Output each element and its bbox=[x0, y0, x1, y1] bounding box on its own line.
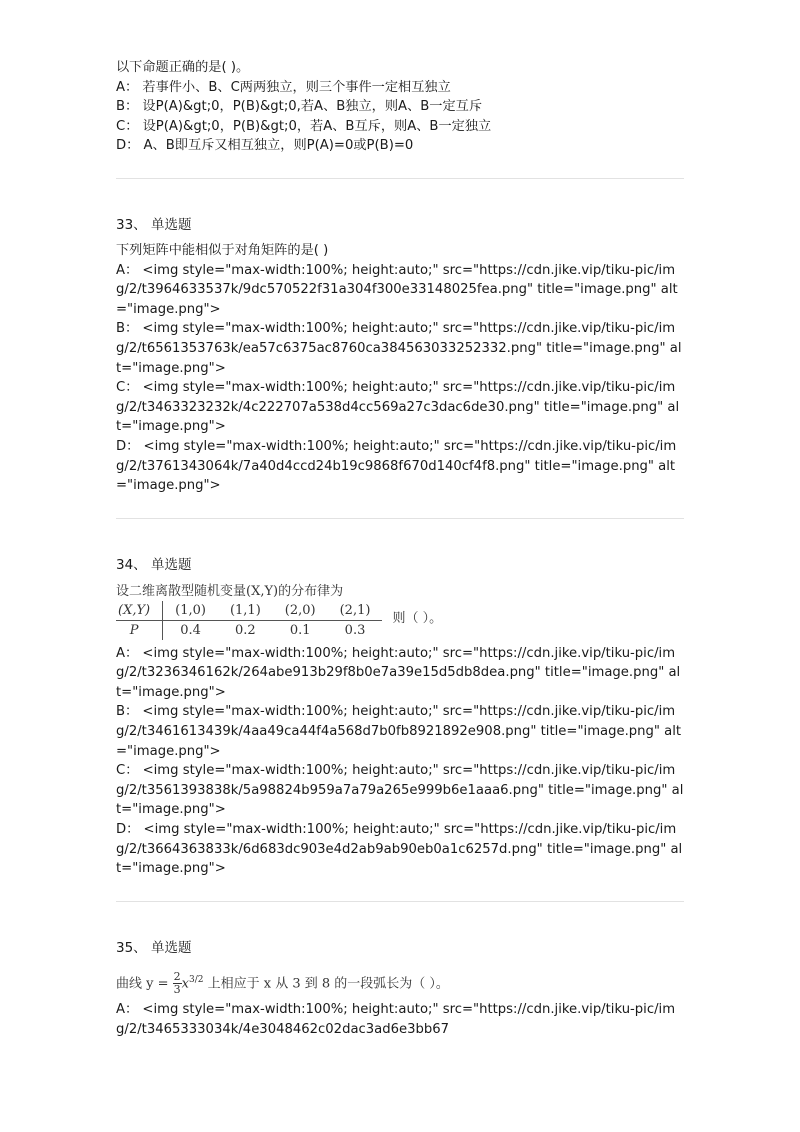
table-header-cell: (X,Y) bbox=[116, 601, 163, 621]
option-c[interactable]: C： 设P(A)&gt;0，P(B)&gt;0，若A、B互斥，则A、B一定独立 bbox=[116, 118, 492, 134]
question-34 bbox=[116, 555, 684, 879]
option-d[interactable]: D： <img style="max-width:100%; height:auto;" src="https://cdn.jike.vip/tiku-pic/img/2/t3664363833k/6d683dc903e4d2ab9ab90eb0a1c6257d.png" title="image.png" alt="image.png"> bbox=[116, 822, 683, 877]
question-stem: 设二维离散型随机变量(X,Y)的分布律为 bbox=[116, 583, 344, 599]
table-header-cell: (1,1) bbox=[218, 601, 273, 621]
fraction bbox=[173, 971, 182, 996]
question-tail: 则（ ）。 bbox=[392, 610, 443, 626]
option-a[interactable]: A： <img style="max-width:100%; height:auto;" src="https://cdn.jike.vip/tiku-pic/img/2/t3465333034k/4e3048462c02dac3ad6e3bb67 bbox=[116, 1002, 676, 1037]
document-body bbox=[116, 58, 684, 1039]
question-header: 33、 单选题 bbox=[116, 216, 192, 233]
option-a[interactable]: A： <img style="max-width:100%; height:auto;" src="https://cdn.jike.vip/tiku-pic/img/2/t3236346162k/264abe913b29f8b0e7a39e15d5db8dea.png" title="image.png" alt="image.png"> bbox=[116, 645, 681, 700]
table-cell: 0.2 bbox=[235, 622, 256, 638]
table-cell: 0.1 bbox=[289, 622, 311, 638]
option-b[interactable]: B： <img style="max-width:100%; height:auto;" src="https://cdn.jike.vip/tiku-pic/img/2/t6561353763k/ea57c6375ac8760ca384563033252332.png" title="image.png" alt="image.png"> bbox=[116, 321, 682, 376]
question-header: 34、 单选题 bbox=[116, 556, 192, 573]
question-32 bbox=[116, 58, 684, 156]
fraction-denominator: 3 bbox=[173, 983, 181, 997]
option-c[interactable]: C： <img style="max-width:100%; height:auto;" src="https://cdn.jike.vip/tiku-pic/img/2/t3561393838k/5a98824b959a7a79a265e999b6e1aaa6.png" title="image.png" alt="image.png"> bbox=[116, 763, 684, 818]
option-a[interactable]: A： 若事件小、B、C两两独立，则三个事件一定相互独立 bbox=[116, 79, 451, 95]
distribution-table bbox=[116, 601, 382, 640]
question-stem: 以下命题正确的是( )。 bbox=[116, 60, 250, 75]
option-d[interactable]: D： <img style="max-width:100%; height:auto;" src="https://cdn.jike.vip/tiku-pic/img/2/t3761343064k/7a40d4ccd24b19c9868f670d140cf4f8.png" title="image.png" alt="image.png"> bbox=[116, 438, 677, 494]
table-header-cell: (2,0) bbox=[273, 601, 328, 621]
distribution-figure bbox=[116, 601, 684, 640]
stem-suffix: 上相应于 x 从 3 到 8 的一段弧长为（ ）。 bbox=[207, 976, 449, 992]
question-header: 35、 单选题 bbox=[116, 939, 192, 956]
fraction-numerator: 2 bbox=[173, 970, 181, 984]
exponent: 3/2 bbox=[189, 974, 204, 985]
question-stem: 下列矩阵中能相似于对角矩阵的是( ) bbox=[116, 242, 329, 258]
option-d[interactable]: D： A、B即互斥又相互独立，则P(A)=0或P(B)=0 bbox=[116, 138, 414, 154]
option-a[interactable]: A： <img style="max-width:100%; height:auto;" src="https://cdn.jike.vip/tiku-pic/img/2/t3964633537k/9dc570522f31a304f300e33148025fea.png" title="image.png" alt="image.png"> bbox=[116, 262, 678, 317]
question-33 bbox=[116, 215, 684, 496]
option-b[interactable]: B： 设P(A)&gt;0，P(B)&gt;0,若A、B独立，则A、B一定互斥 bbox=[116, 99, 483, 115]
option-b[interactable]: B： <img style="max-width:100%; height:auto;" src="https://cdn.jike.vip/tiku-pic/img/2/t3461613439k/4aa49ca44f4a568d7b0fb8921892e908.png" title="image.png" alt="image.png"> bbox=[116, 704, 682, 759]
variable: x bbox=[181, 976, 189, 992]
table-cell: 0.3 bbox=[344, 622, 366, 638]
table-cell: 0.4 bbox=[180, 622, 201, 638]
table-cell: P bbox=[116, 620, 163, 640]
table-header-cell: (1,0) bbox=[163, 601, 218, 621]
table-header-cell: (2,1) bbox=[328, 601, 383, 621]
option-c[interactable]: C： <img style="max-width:100%; height:auto;" src="https://cdn.jike.vip/tiku-pic/img/2/t3463323232k/4c222707a538d4cc569a27c3dac6de30.png" title="image.png" alt="image.png"> bbox=[116, 380, 680, 435]
stem-prefix: 曲线 y = bbox=[116, 976, 169, 992]
question-stem bbox=[116, 964, 684, 1000]
question-35 bbox=[116, 938, 684, 1040]
